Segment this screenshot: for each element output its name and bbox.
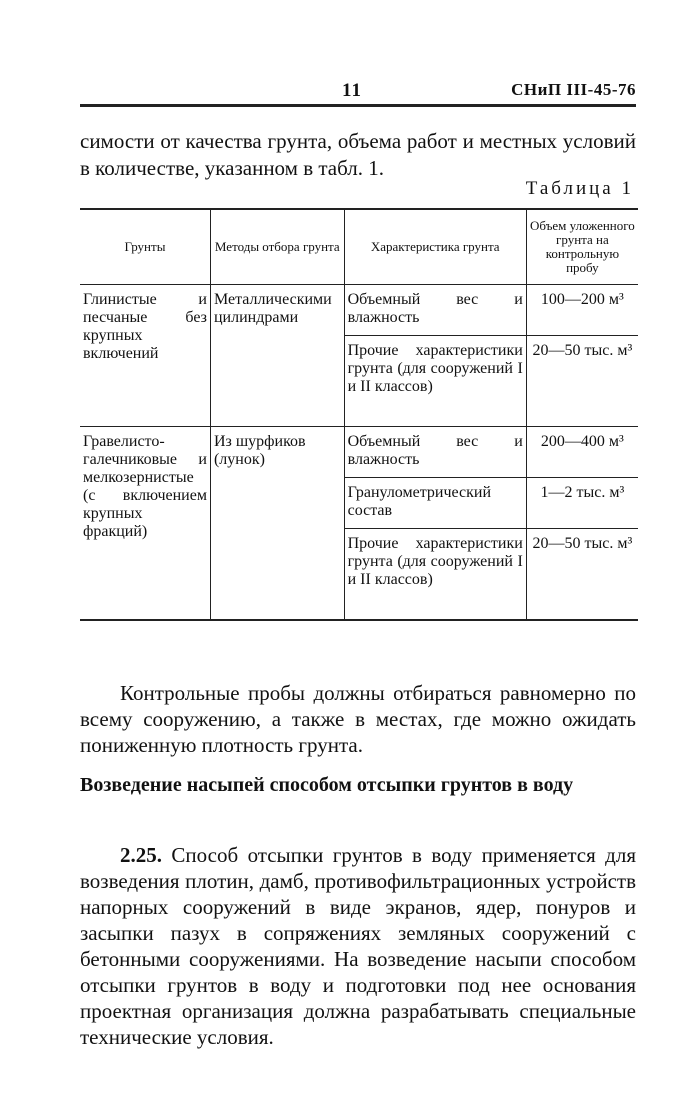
soil-cell: Глинистые и песчаные без крупных включений — [80, 285, 210, 427]
control-paragraph-text: Контрольные пробы должны отбираться равномерно по всему сооружению, а также в местах, где можно ожидать пониженную плотность грунта. — [80, 681, 636, 757]
volume-cell: 20—50 тыс. м³ — [526, 529, 638, 621]
header-characteristic: Характеристика грунта — [344, 209, 526, 285]
page-header — [80, 76, 636, 106]
characteristic-cell: Гранулометрический состав — [344, 478, 526, 529]
header-methods: Методы отбора грунта — [210, 209, 344, 285]
characteristic-cell: Прочие характеристики грунта (для сооружений I и II классов) — [344, 336, 526, 427]
clause-2-25 — [80, 842, 636, 1050]
document-code: СНиП III-45-76 — [511, 80, 636, 99]
table-row — [80, 285, 638, 336]
soil-cell: Гравелисто-галечниковые и мелкозернистые (с включением крупных фракций) — [80, 427, 210, 621]
table-caption: Таблица 1 — [525, 178, 634, 199]
header-soils: Грунты — [80, 209, 210, 285]
table-header-row — [80, 209, 638, 285]
clause-number: 2.25. — [120, 843, 162, 867]
control-paragraph — [80, 680, 636, 758]
soil-table — [80, 208, 638, 621]
header-rule — [80, 104, 636, 107]
volume-cell: 20—50 тыс. м³ — [526, 336, 638, 427]
characteristic-cell: Прочие характеристики грунта (для сооружений I и II классов) — [344, 529, 526, 621]
table-row — [80, 427, 638, 478]
volume-cell: 200—400 м³ — [526, 427, 638, 478]
method-cell: Металлическими цилиндрами — [210, 285, 344, 427]
header-volume: Объем уложенного грунта на контрольную пробу — [526, 209, 638, 285]
page-number: 11 — [342, 80, 362, 101]
section-title: Возведение насыпей способом отсыпки грунтов в воду — [80, 774, 574, 796]
characteristic-cell: Объемный вес и влажность — [344, 285, 526, 336]
intro-text: симости от качества грунта, объема работ и местных условий в количестве, указанном в табл. 1. — [80, 129, 636, 180]
clause-text: Способ отсыпки грунтов в воду применяется для возведения плотин, дамб, противофильтрационных устройств напорных сооружений в виде экранов, ядер, понуров и засыпки пазух в сопряжениях земляных сооружений с бетонными сооружениями. На возведение насыпи способом отсыпки грунтов в воду и подготовки под нее основания проектная организация должна разрабатывать специальные технические условия. — [80, 843, 637, 1049]
characteristic-cell: Объемный вес и влажность — [344, 427, 526, 478]
volume-cell: 100—200 м³ — [526, 285, 638, 336]
method-cell: Из шурфиков (лунок) — [210, 427, 344, 621]
volume-cell: 1—2 тыс. м³ — [526, 478, 638, 529]
